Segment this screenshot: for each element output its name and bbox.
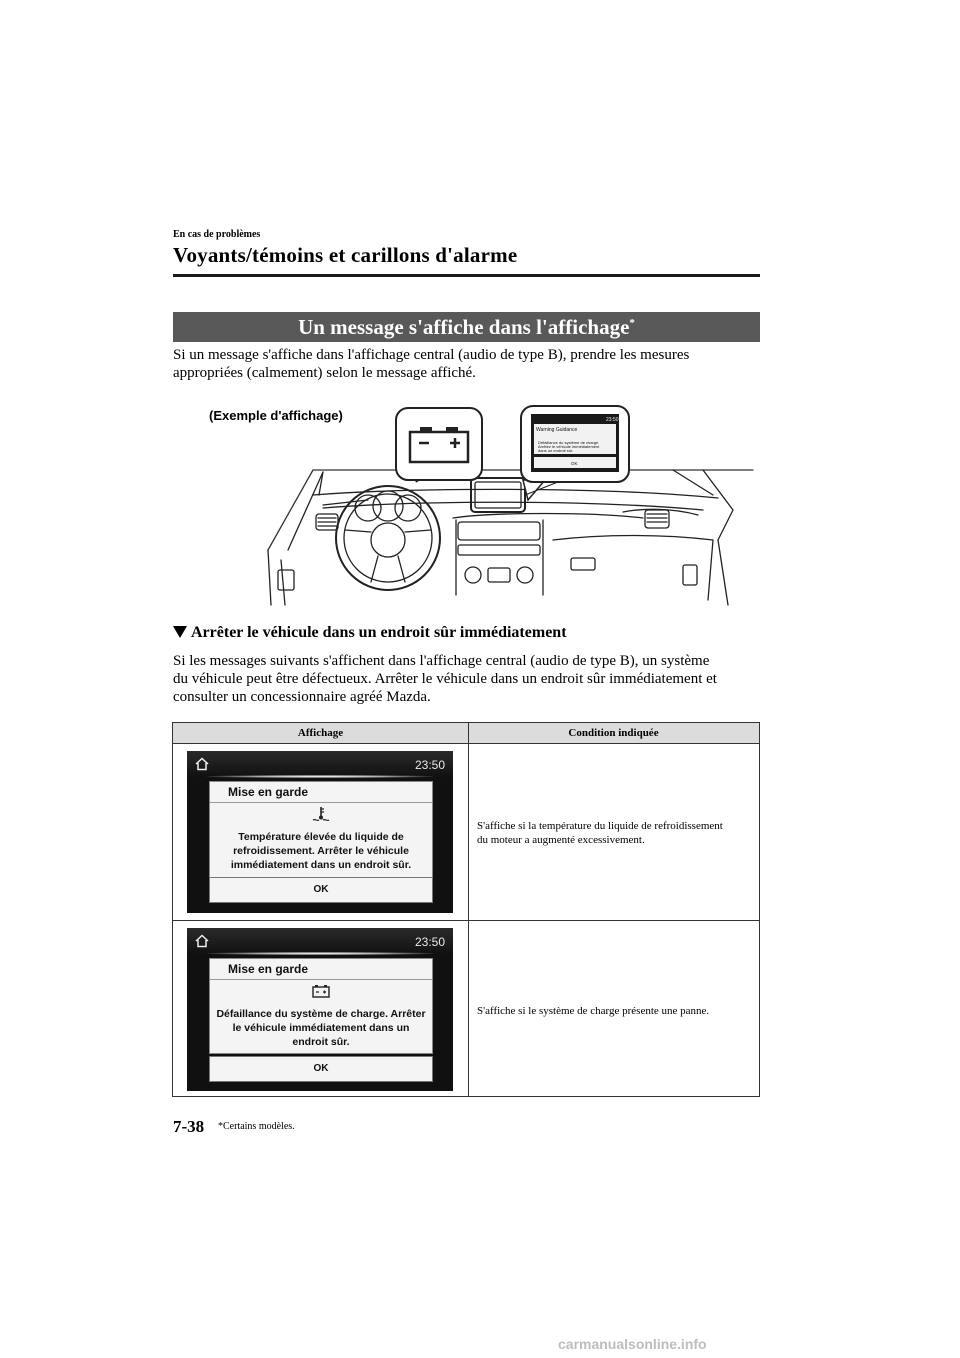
condition-line: S'affiche si le système de charge présente une panne. <box>477 1005 710 1017</box>
warning-card-message <box>216 1007 426 1049</box>
condition-line: S'affiche si la température du liquide de refroidissement <box>477 820 723 832</box>
warning-card <box>209 781 433 879</box>
table-header <box>173 723 759 744</box>
ok-button[interactable]: OK <box>209 877 433 903</box>
mini-screen-msg: Arrêtez le véhicule immédiatement <box>538 444 600 449</box>
message-line: endroit sûr. <box>292 1036 350 1048</box>
screen-clock: 23:50 <box>414 935 445 949</box>
battery-icon <box>311 983 331 999</box>
screen-status-bar <box>187 928 453 954</box>
ok-button[interactable]: OK <box>209 1056 433 1082</box>
column-divider <box>468 723 469 1096</box>
warning-card <box>209 958 433 1054</box>
section-banner <box>173 312 760 342</box>
footnote-mark: * <box>629 317 635 329</box>
body-line: du véhicule peut être défectueux. Arrêter le véhicule dans un endroit sûr immédiatement et <box>173 671 717 687</box>
coolant-temperature-icon <box>311 806 331 822</box>
message-line: refroidissement. Arrêter le véhicule <box>233 845 409 857</box>
message-line: immédiatement dans un endroit sûr. <box>230 859 412 871</box>
screen-clock: 23:50 <box>414 758 445 772</box>
condition-text <box>477 819 757 847</box>
column-header-display: Affichage <box>297 727 344 739</box>
column-header-condition: Condition indiquée <box>568 727 659 739</box>
mini-screen-msg: dans un endroit sûr. <box>538 448 574 453</box>
title-divider <box>173 274 760 277</box>
condition-text <box>477 1004 757 1018</box>
body-line: consulter un concessionnaire agréé Mazda. <box>173 689 431 705</box>
triangle-marker-icon <box>173 626 187 638</box>
condition-line: du moteur a augmenté excessivement. <box>477 834 645 846</box>
warning-card-title: Mise en garde <box>228 785 309 799</box>
display-screenshot-charging <box>187 928 453 1091</box>
screen-status-bar <box>187 751 453 777</box>
warning-card-header <box>210 782 432 803</box>
page-number: 7-38 <box>173 1117 205 1136</box>
subsection-paragraph <box>173 652 760 706</box>
intro-line: appropriées (calmement) selon le message affiché. <box>173 365 476 381</box>
row-divider <box>173 920 759 921</box>
screen-glow-line <box>207 775 433 778</box>
message-line: Défaillance du système de charge. Arrêter <box>216 1008 426 1020</box>
figure-caption: (Exemple d'affichage) <box>209 408 343 423</box>
display-screenshot-coolant <box>187 751 453 913</box>
home-icon <box>195 757 209 771</box>
footnote: *Certains modèles. <box>218 1121 295 1132</box>
mini-screen-time: 23:50 <box>606 417 619 423</box>
intro-line: Si un message s'affiche dans l'affichage central (audio de type B), prendre les mesures <box>173 347 690 363</box>
body-line: Si les messages suivants s'affichent dans l'affichage central (audio de type B), un système <box>173 653 710 669</box>
warning-card-message <box>216 830 426 872</box>
home-icon <box>195 934 209 948</box>
intro-paragraph <box>173 346 760 382</box>
mini-screen-title: Warning Guidance <box>536 427 578 433</box>
dashboard-illustration <box>173 400 760 610</box>
messages-table <box>172 722 760 1097</box>
chapter-label: En cas de problèmes <box>173 229 261 240</box>
subsection-heading-text: Arrêter le véhicule dans un endroit sûr immédiatement <box>191 624 567 641</box>
subsection-heading <box>173 624 567 642</box>
section-banner-text: Un message s'affiche dans l'affichage <box>298 314 630 339</box>
mini-screen-msg: Défaillance du système de charge. <box>538 440 600 445</box>
message-line: Température élevée du liquide de <box>238 831 404 843</box>
screen-glow-line <box>207 952 433 955</box>
warning-card-header <box>210 959 432 980</box>
page-title: Voyants/témoins et carillons d'alarme <box>173 243 518 267</box>
watermark: carmanualsonline.info <box>558 1336 707 1352</box>
message-line: le véhicule immédiatement dans un <box>232 1022 410 1034</box>
warning-card-title: Mise en garde <box>228 962 309 976</box>
mini-screen-ok: OK <box>571 461 578 466</box>
